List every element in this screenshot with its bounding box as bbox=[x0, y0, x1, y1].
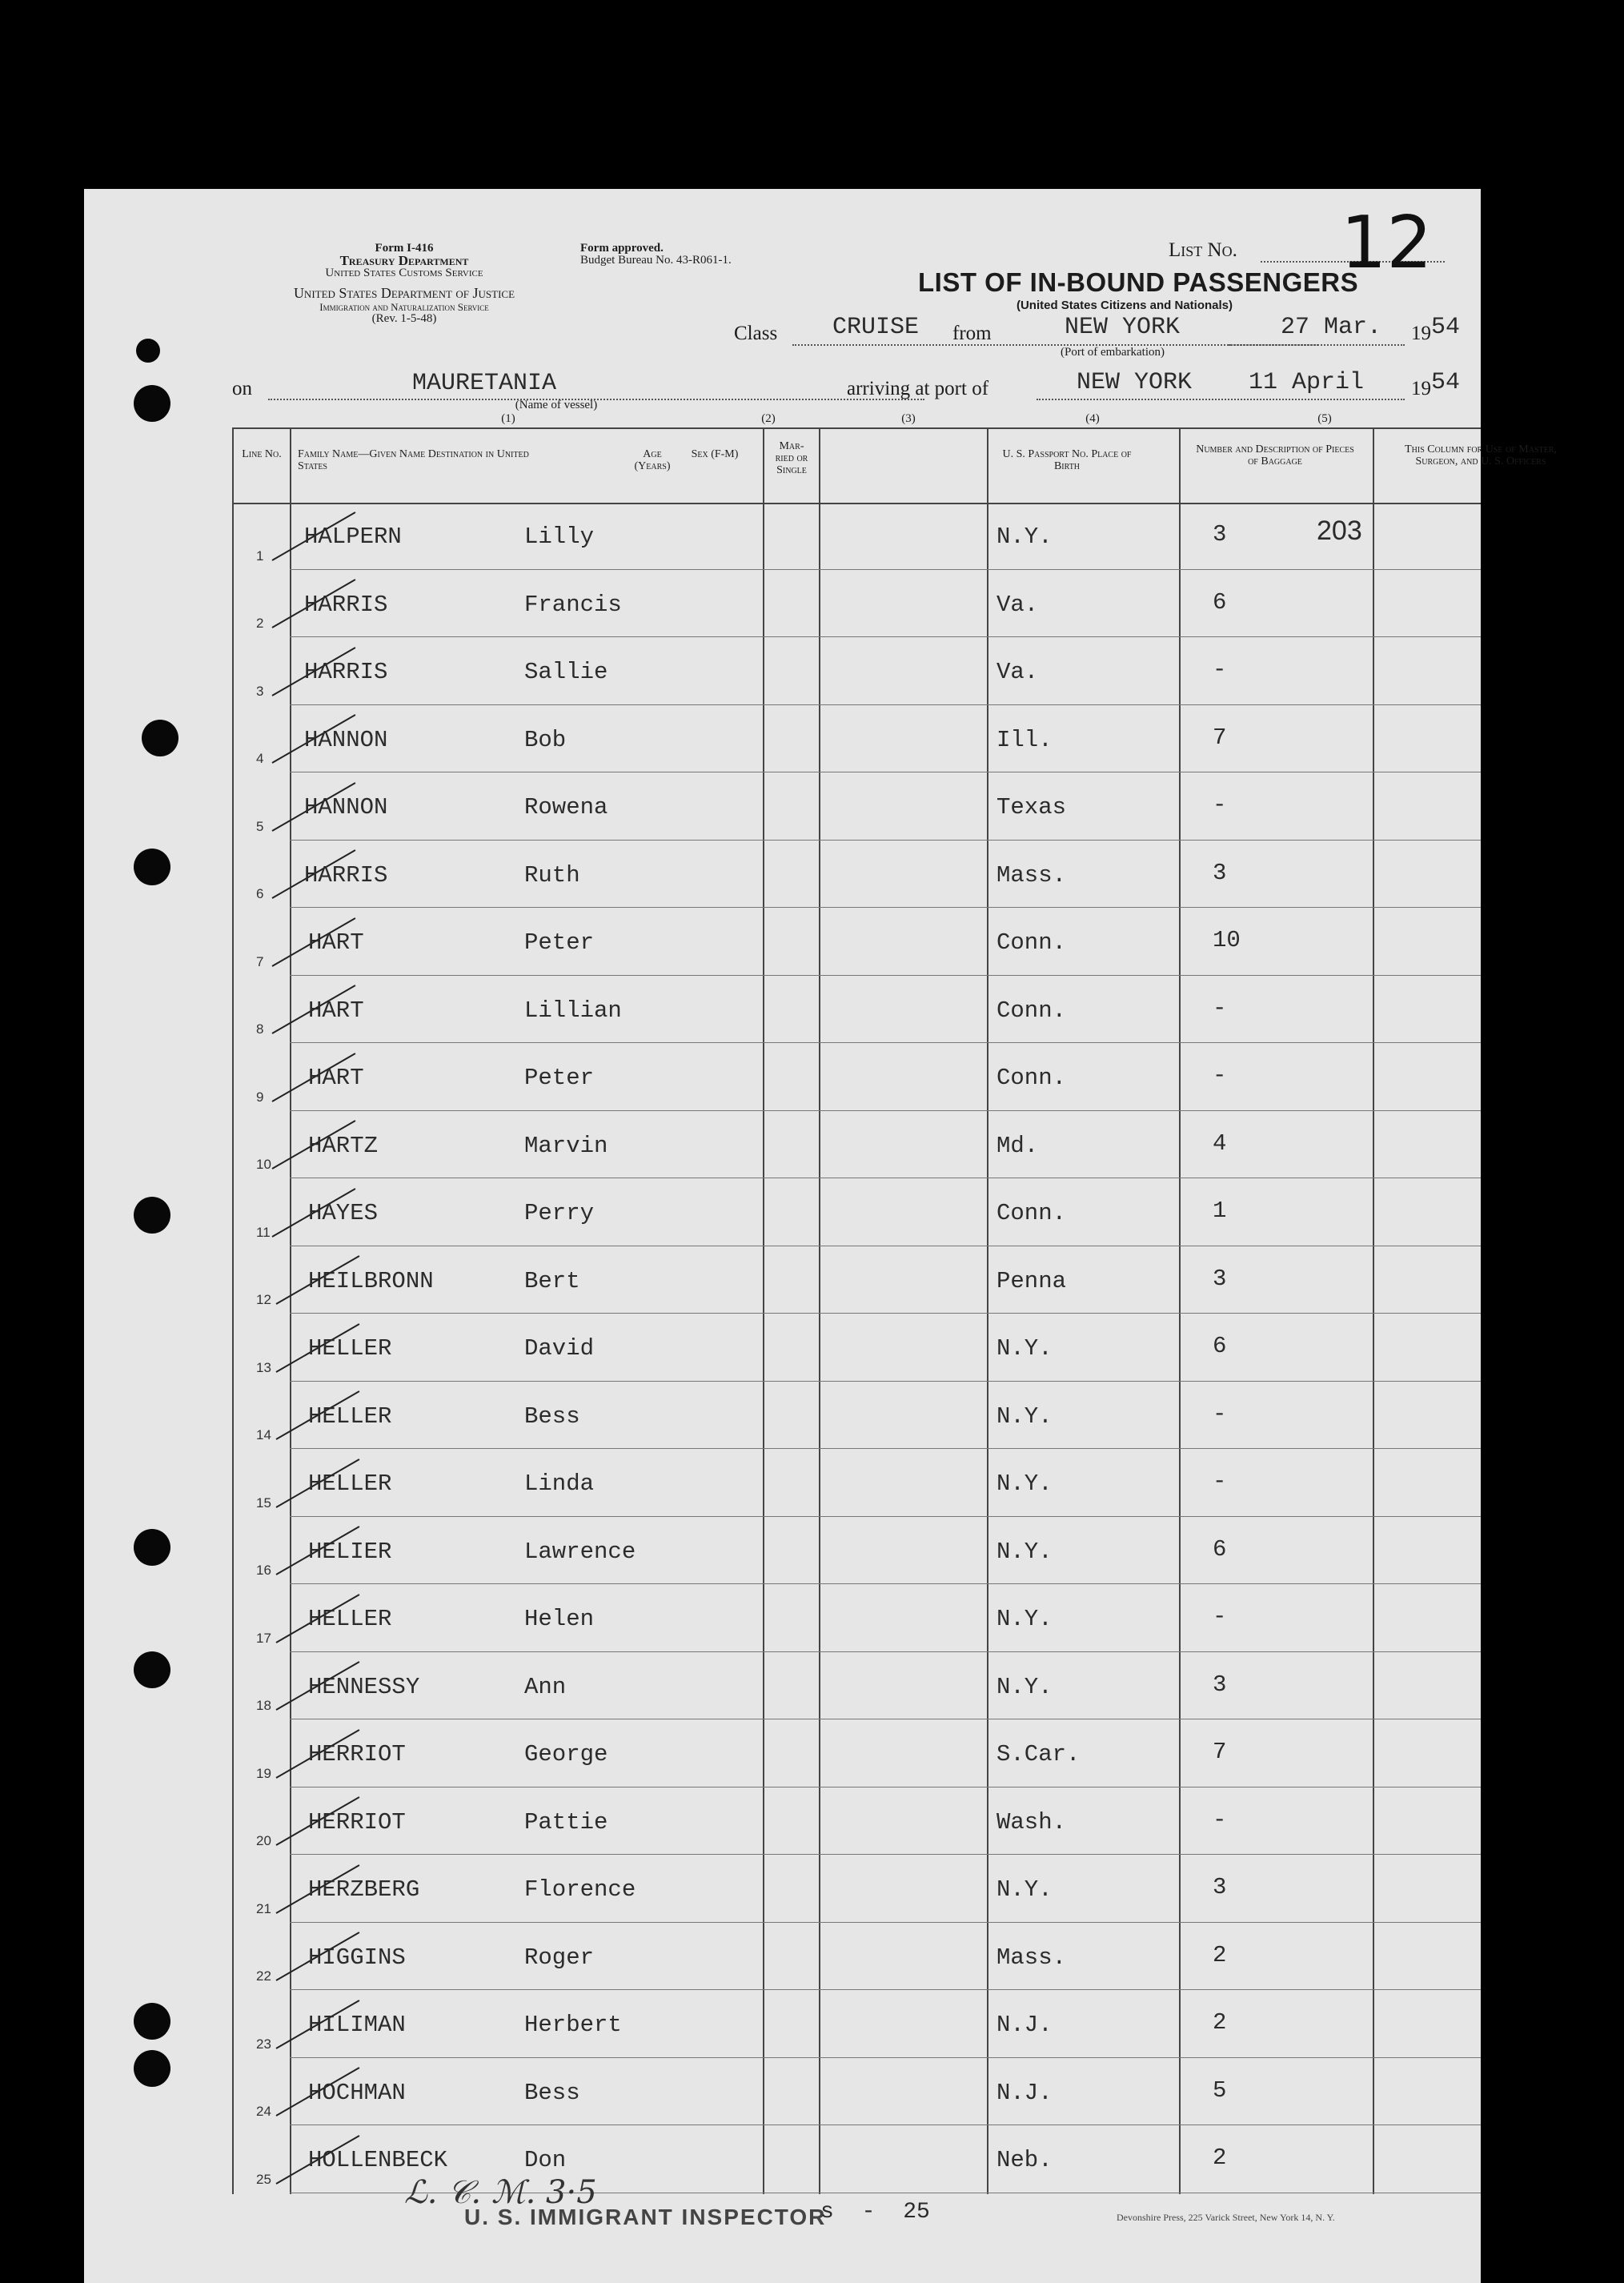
binder-hole bbox=[136, 339, 160, 363]
row-given-name: Herbert bbox=[524, 2012, 622, 2038]
row-baggage: 3 bbox=[1213, 859, 1227, 886]
row-line-number: 21 bbox=[256, 1900, 271, 1916]
row-birth-place: N.Y. bbox=[996, 1606, 1053, 1632]
col-num-5: (5) bbox=[1317, 412, 1332, 425]
row-baggage: - bbox=[1213, 792, 1227, 818]
header-sex: Sex (F-M) bbox=[691, 448, 739, 460]
row-family-name: HENNESSY bbox=[308, 1673, 420, 1700]
row-line-number: 13 bbox=[256, 1359, 271, 1375]
row-given-name: Pattie bbox=[524, 1808, 608, 1836]
row-family-name: HAYES bbox=[308, 1200, 379, 1226]
row-given-name: Florence bbox=[524, 1876, 636, 1903]
row-line-number: 23 bbox=[256, 2036, 271, 2052]
row-family-name: HARRIS bbox=[304, 659, 388, 685]
row-baggage: - bbox=[1213, 1806, 1227, 1833]
row-birth-place: N.Y. bbox=[996, 524, 1053, 550]
row-birth-place: N.Y. bbox=[996, 1335, 1053, 1362]
printer-credit: Devonshire Press, 225 Varick Street, New York 14, N. Y. bbox=[1117, 2212, 1335, 2223]
row-birth-place: N.Y. bbox=[996, 1402, 1053, 1430]
row-baggage: 3 bbox=[1213, 1671, 1227, 1698]
row-given-name: Don bbox=[524, 2147, 567, 2173]
row-line-number: 4 bbox=[256, 751, 264, 766]
row-birth-place: Va. bbox=[996, 591, 1039, 618]
row-family-name: HEILBRONN bbox=[308, 1267, 434, 1294]
header-officers: This Column for Use of Master, Surgeon, and U. S. Officers bbox=[1405, 443, 1557, 467]
header-line-no: Line No. bbox=[242, 448, 282, 460]
row-family-name: HILIMAN bbox=[308, 2012, 406, 2038]
row-birth-place: Conn. bbox=[996, 997, 1067, 1024]
col-num-1: (1) bbox=[501, 412, 515, 425]
row-line-number: 2 bbox=[256, 616, 264, 631]
row-family-name: HARRIS bbox=[304, 861, 388, 889]
row-line-number: 24 bbox=[256, 2104, 271, 2119]
row-family-name: HELLER bbox=[308, 1335, 392, 1362]
row-line-number: 8 bbox=[256, 1021, 264, 1037]
row-family-name: HELIER bbox=[308, 1538, 392, 1565]
row-birth-place: Conn. bbox=[996, 1065, 1067, 1091]
row-baggage: - bbox=[1213, 994, 1227, 1021]
row-birth-place: N.J. bbox=[996, 2012, 1053, 2038]
row-rule bbox=[290, 975, 1481, 976]
row-baggage: 6 bbox=[1213, 1333, 1227, 1359]
row-baggage: 2 bbox=[1213, 1941, 1227, 1968]
row-rule bbox=[290, 1110, 1481, 1111]
table-col-divider bbox=[1373, 429, 1374, 2194]
row-line-number: 11 bbox=[256, 1224, 271, 1240]
binder-hole bbox=[134, 2003, 170, 2040]
row-family-name: HIGGINS bbox=[308, 1944, 406, 1971]
col-num-4: (4) bbox=[1085, 412, 1100, 425]
row-given-name: Peter bbox=[524, 929, 595, 956]
row-line-number: 1 bbox=[256, 548, 264, 564]
row-family-name: HELLER bbox=[308, 1402, 392, 1430]
row-family-name: HANNON bbox=[304, 726, 388, 753]
depart-year-prefix: 19 bbox=[1411, 323, 1431, 344]
row-rule bbox=[290, 2057, 1481, 2058]
header-married: Mar-ried or Single bbox=[775, 440, 808, 476]
inspector-signature: ℒ. 𝒞. ℳ. 3·5 bbox=[404, 2174, 597, 2211]
row-line-number: 9 bbox=[256, 1089, 264, 1105]
row-family-name: HANNON bbox=[304, 794, 388, 821]
row-line-number: 15 bbox=[256, 1495, 271, 1511]
row-baggage: 6 bbox=[1213, 588, 1227, 616]
row-family-name: HART bbox=[308, 997, 364, 1024]
row-given-name: Bob bbox=[524, 726, 567, 753]
col-num-2: (2) bbox=[761, 412, 776, 425]
row-given-name: Roger bbox=[524, 1944, 595, 1971]
row-family-name: HERZBERG bbox=[308, 1876, 420, 1903]
form-revision: (Rev. 1-5-48) bbox=[371, 312, 437, 325]
binder-hole bbox=[134, 1651, 170, 1688]
row-given-name: Lillian bbox=[524, 997, 622, 1024]
row-given-name: Francis bbox=[524, 591, 622, 618]
header-baggage: Number and Description of Pieces of Baggage bbox=[1196, 443, 1354, 467]
class-value: CRUISE bbox=[832, 314, 920, 341]
row-line-number: 17 bbox=[256, 1630, 271, 1646]
row-birth-place: Conn. bbox=[996, 929, 1067, 956]
row-given-name: Peter bbox=[524, 1065, 595, 1091]
inspector-label: U. S. IMMIGRANT INSPECTOR bbox=[464, 2205, 827, 2229]
row-given-name: Lilly bbox=[524, 524, 595, 550]
row-rule bbox=[290, 1854, 1481, 1855]
row-rule bbox=[290, 636, 1481, 637]
row-birth-place: Md. bbox=[996, 1132, 1039, 1159]
row-birth-place: N.Y. bbox=[996, 1673, 1053, 1700]
row-rule bbox=[290, 1313, 1481, 1314]
row-officer-note: 203 bbox=[1317, 516, 1362, 546]
binder-hole bbox=[134, 2050, 170, 2087]
row-family-name: HARTZ bbox=[308, 1132, 379, 1159]
row-birth-place: N.Y. bbox=[996, 1876, 1053, 1903]
header-age: Age (Years) bbox=[634, 448, 671, 472]
row-baggage: 4 bbox=[1213, 1129, 1227, 1157]
from-value: NEW YORK bbox=[1065, 314, 1181, 341]
passenger-table bbox=[232, 427, 1557, 2194]
row-rule bbox=[290, 1381, 1481, 1382]
from-label: from bbox=[952, 323, 992, 344]
budget-bureau: Budget Bureau No. 43-R061-1. bbox=[580, 254, 732, 267]
row-rule bbox=[290, 907, 1481, 908]
row-line-number: 25 bbox=[256, 2171, 271, 2187]
dept-justice: United States Department of Justice bbox=[293, 285, 515, 301]
row-birth-place: Va. bbox=[996, 659, 1039, 685]
row-rule bbox=[290, 1448, 1481, 1449]
row-given-name: Bert bbox=[524, 1267, 580, 1294]
row-family-name: HOLLENBECK bbox=[308, 2147, 448, 2173]
row-family-name: HOCHMAN bbox=[308, 2079, 406, 2106]
row-given-name: Perry bbox=[524, 1200, 595, 1226]
row-baggage: 3 bbox=[1213, 1265, 1227, 1292]
row-baggage: 1 bbox=[1213, 1198, 1227, 1224]
row-birth-place: Mass. bbox=[996, 861, 1067, 889]
row-line-number: 14 bbox=[256, 1427, 271, 1442]
row-family-name: HELLER bbox=[308, 1471, 392, 1497]
row-rule bbox=[290, 569, 1481, 570]
depart-date: 27 Mar. bbox=[1281, 314, 1382, 341]
row-rule bbox=[290, 1989, 1481, 1990]
vessel-name: MAURETANIA bbox=[412, 370, 557, 397]
binder-hole bbox=[134, 385, 170, 422]
row-rule bbox=[290, 1651, 1481, 1652]
row-birth-place: Conn. bbox=[996, 1200, 1067, 1226]
row-baggage: 7 bbox=[1213, 724, 1227, 751]
row-line-number: 7 bbox=[256, 953, 264, 969]
row-baggage: - bbox=[1213, 1603, 1227, 1630]
row-given-name: Linda bbox=[524, 1471, 595, 1497]
row-baggage: - bbox=[1213, 656, 1227, 683]
row-given-name: Ruth bbox=[524, 861, 580, 889]
depart-date-line bbox=[1229, 344, 1405, 346]
arrival-date: 11 April bbox=[1249, 369, 1365, 396]
row-line-number: 3 bbox=[256, 683, 264, 699]
dept-customs: United States Customs Service bbox=[325, 267, 483, 279]
row-family-name: HERRIOT bbox=[308, 1741, 406, 1767]
on-label: on bbox=[232, 378, 252, 399]
header-passport: U. S. Passport No. Place of Birth bbox=[1002, 448, 1132, 472]
manifest-page bbox=[84, 189, 1557, 2283]
row-line-number: 18 bbox=[256, 1698, 271, 1713]
row-baggage: 2 bbox=[1213, 2009, 1227, 2036]
row-line-number: 6 bbox=[256, 886, 264, 901]
form-approved: Form approved. bbox=[580, 242, 664, 255]
row-line-number: 19 bbox=[256, 1765, 271, 1781]
row-birth-place: Mass. bbox=[996, 1944, 1067, 1971]
row-given-name: Lawrence bbox=[524, 1538, 636, 1565]
row-given-name: George bbox=[524, 1741, 608, 1767]
row-rule bbox=[290, 704, 1481, 705]
row-rule bbox=[290, 1516, 1481, 1517]
row-line-number: 20 bbox=[256, 1833, 271, 1848]
row-given-name: Bess bbox=[524, 1402, 580, 1430]
row-baggage: 6 bbox=[1213, 1535, 1227, 1563]
row-family-name: HALPERN bbox=[304, 524, 402, 550]
row-family-name: HART bbox=[308, 929, 364, 956]
arriving-label: arriving at port of bbox=[847, 378, 989, 399]
row-baggage: 2 bbox=[1213, 2145, 1227, 2171]
row-given-name: Marvin bbox=[524, 1132, 608, 1159]
row-given-name: Ann bbox=[524, 1673, 567, 1700]
row-family-name: HARRIS bbox=[304, 591, 388, 618]
row-rule bbox=[290, 1922, 1481, 1923]
row-baggage: 5 bbox=[1213, 2076, 1227, 2104]
table-col-divider bbox=[290, 429, 291, 2194]
row-line-number: 12 bbox=[256, 1292, 271, 1307]
form-subtitle: (United States Citizens and Nationals) bbox=[1016, 299, 1233, 312]
header-name: Family Name—Given Name Destination in United States bbox=[298, 448, 529, 472]
row-rule bbox=[290, 840, 1481, 841]
binder-hole bbox=[134, 1529, 170, 1566]
binder-hole bbox=[134, 1197, 170, 1234]
row-baggage: 7 bbox=[1213, 1739, 1227, 1765]
row-birth-place: Neb. bbox=[996, 2147, 1053, 2173]
col-num-3: (3) bbox=[901, 412, 916, 425]
row-line-number: 16 bbox=[256, 1563, 271, 1578]
list-no-label: List No. bbox=[1169, 239, 1237, 261]
row-birth-place: Wash. bbox=[996, 1808, 1067, 1836]
depart-year: 54 bbox=[1431, 314, 1461, 341]
port-embark-caption: (Port of embarkation) bbox=[1061, 346, 1165, 359]
row-birth-place: N.Y. bbox=[996, 1538, 1053, 1565]
row-line-number: 22 bbox=[256, 1968, 271, 1984]
row-line-number: 5 bbox=[256, 818, 264, 834]
arrival-year-prefix: 19 bbox=[1411, 378, 1431, 399]
row-baggage: 3 bbox=[1213, 521, 1227, 548]
table-col-divider bbox=[1179, 429, 1181, 2194]
row-baggage: - bbox=[1213, 1468, 1227, 1495]
row-birth-place: Penna bbox=[996, 1267, 1067, 1294]
row-baggage: 3 bbox=[1213, 1874, 1227, 1900]
row-baggage: 10 bbox=[1213, 927, 1241, 953]
row-rule bbox=[290, 1042, 1481, 1043]
class-label: Class bbox=[734, 323, 778, 344]
form-title: LIST OF IN-BOUND PASSENGERS bbox=[918, 267, 1359, 297]
arrival-year: 54 bbox=[1431, 369, 1461, 396]
row-birth-place: N.J. bbox=[996, 2079, 1053, 2106]
list-no-value: 12 bbox=[1341, 201, 1433, 285]
row-given-name: Helen bbox=[524, 1606, 595, 1632]
row-family-name: HERRIOT bbox=[308, 1808, 406, 1836]
table-col-divider bbox=[232, 429, 234, 2194]
dept-ins: Immigration and Naturalization Service bbox=[319, 301, 489, 313]
vessel-caption: (Name of vessel) bbox=[515, 399, 598, 411]
row-given-name: Bess bbox=[524, 2079, 580, 2106]
table-col-divider bbox=[763, 429, 764, 2194]
form-id: Form I-416 bbox=[375, 242, 434, 255]
row-birth-place: S.Car. bbox=[996, 1741, 1081, 1767]
row-line-number: 10 bbox=[256, 1157, 271, 1172]
row-birth-place: Ill. bbox=[996, 726, 1053, 753]
arrival-port: NEW YORK bbox=[1077, 369, 1193, 396]
row-family-name: HELLER bbox=[308, 1606, 392, 1632]
binder-hole bbox=[134, 849, 170, 885]
row-baggage: - bbox=[1213, 1400, 1227, 1427]
dept-treasury: Treasury Department bbox=[339, 253, 469, 268]
row-baggage: - bbox=[1213, 1062, 1227, 1089]
row-birth-place: Texas bbox=[996, 794, 1067, 821]
totals: s - 25 bbox=[820, 2200, 930, 2225]
row-birth-place: N.Y. bbox=[996, 1471, 1053, 1497]
arrival-line bbox=[1037, 399, 1405, 400]
row-rule bbox=[290, 1583, 1481, 1584]
row-family-name: HART bbox=[308, 1065, 364, 1091]
binder-hole bbox=[142, 720, 178, 756]
row-given-name: David bbox=[524, 1335, 595, 1362]
row-given-name: Sallie bbox=[524, 659, 608, 685]
row-given-name: Rowena bbox=[524, 794, 608, 821]
table-col-divider bbox=[819, 429, 820, 2194]
table-col-divider bbox=[987, 429, 988, 2194]
